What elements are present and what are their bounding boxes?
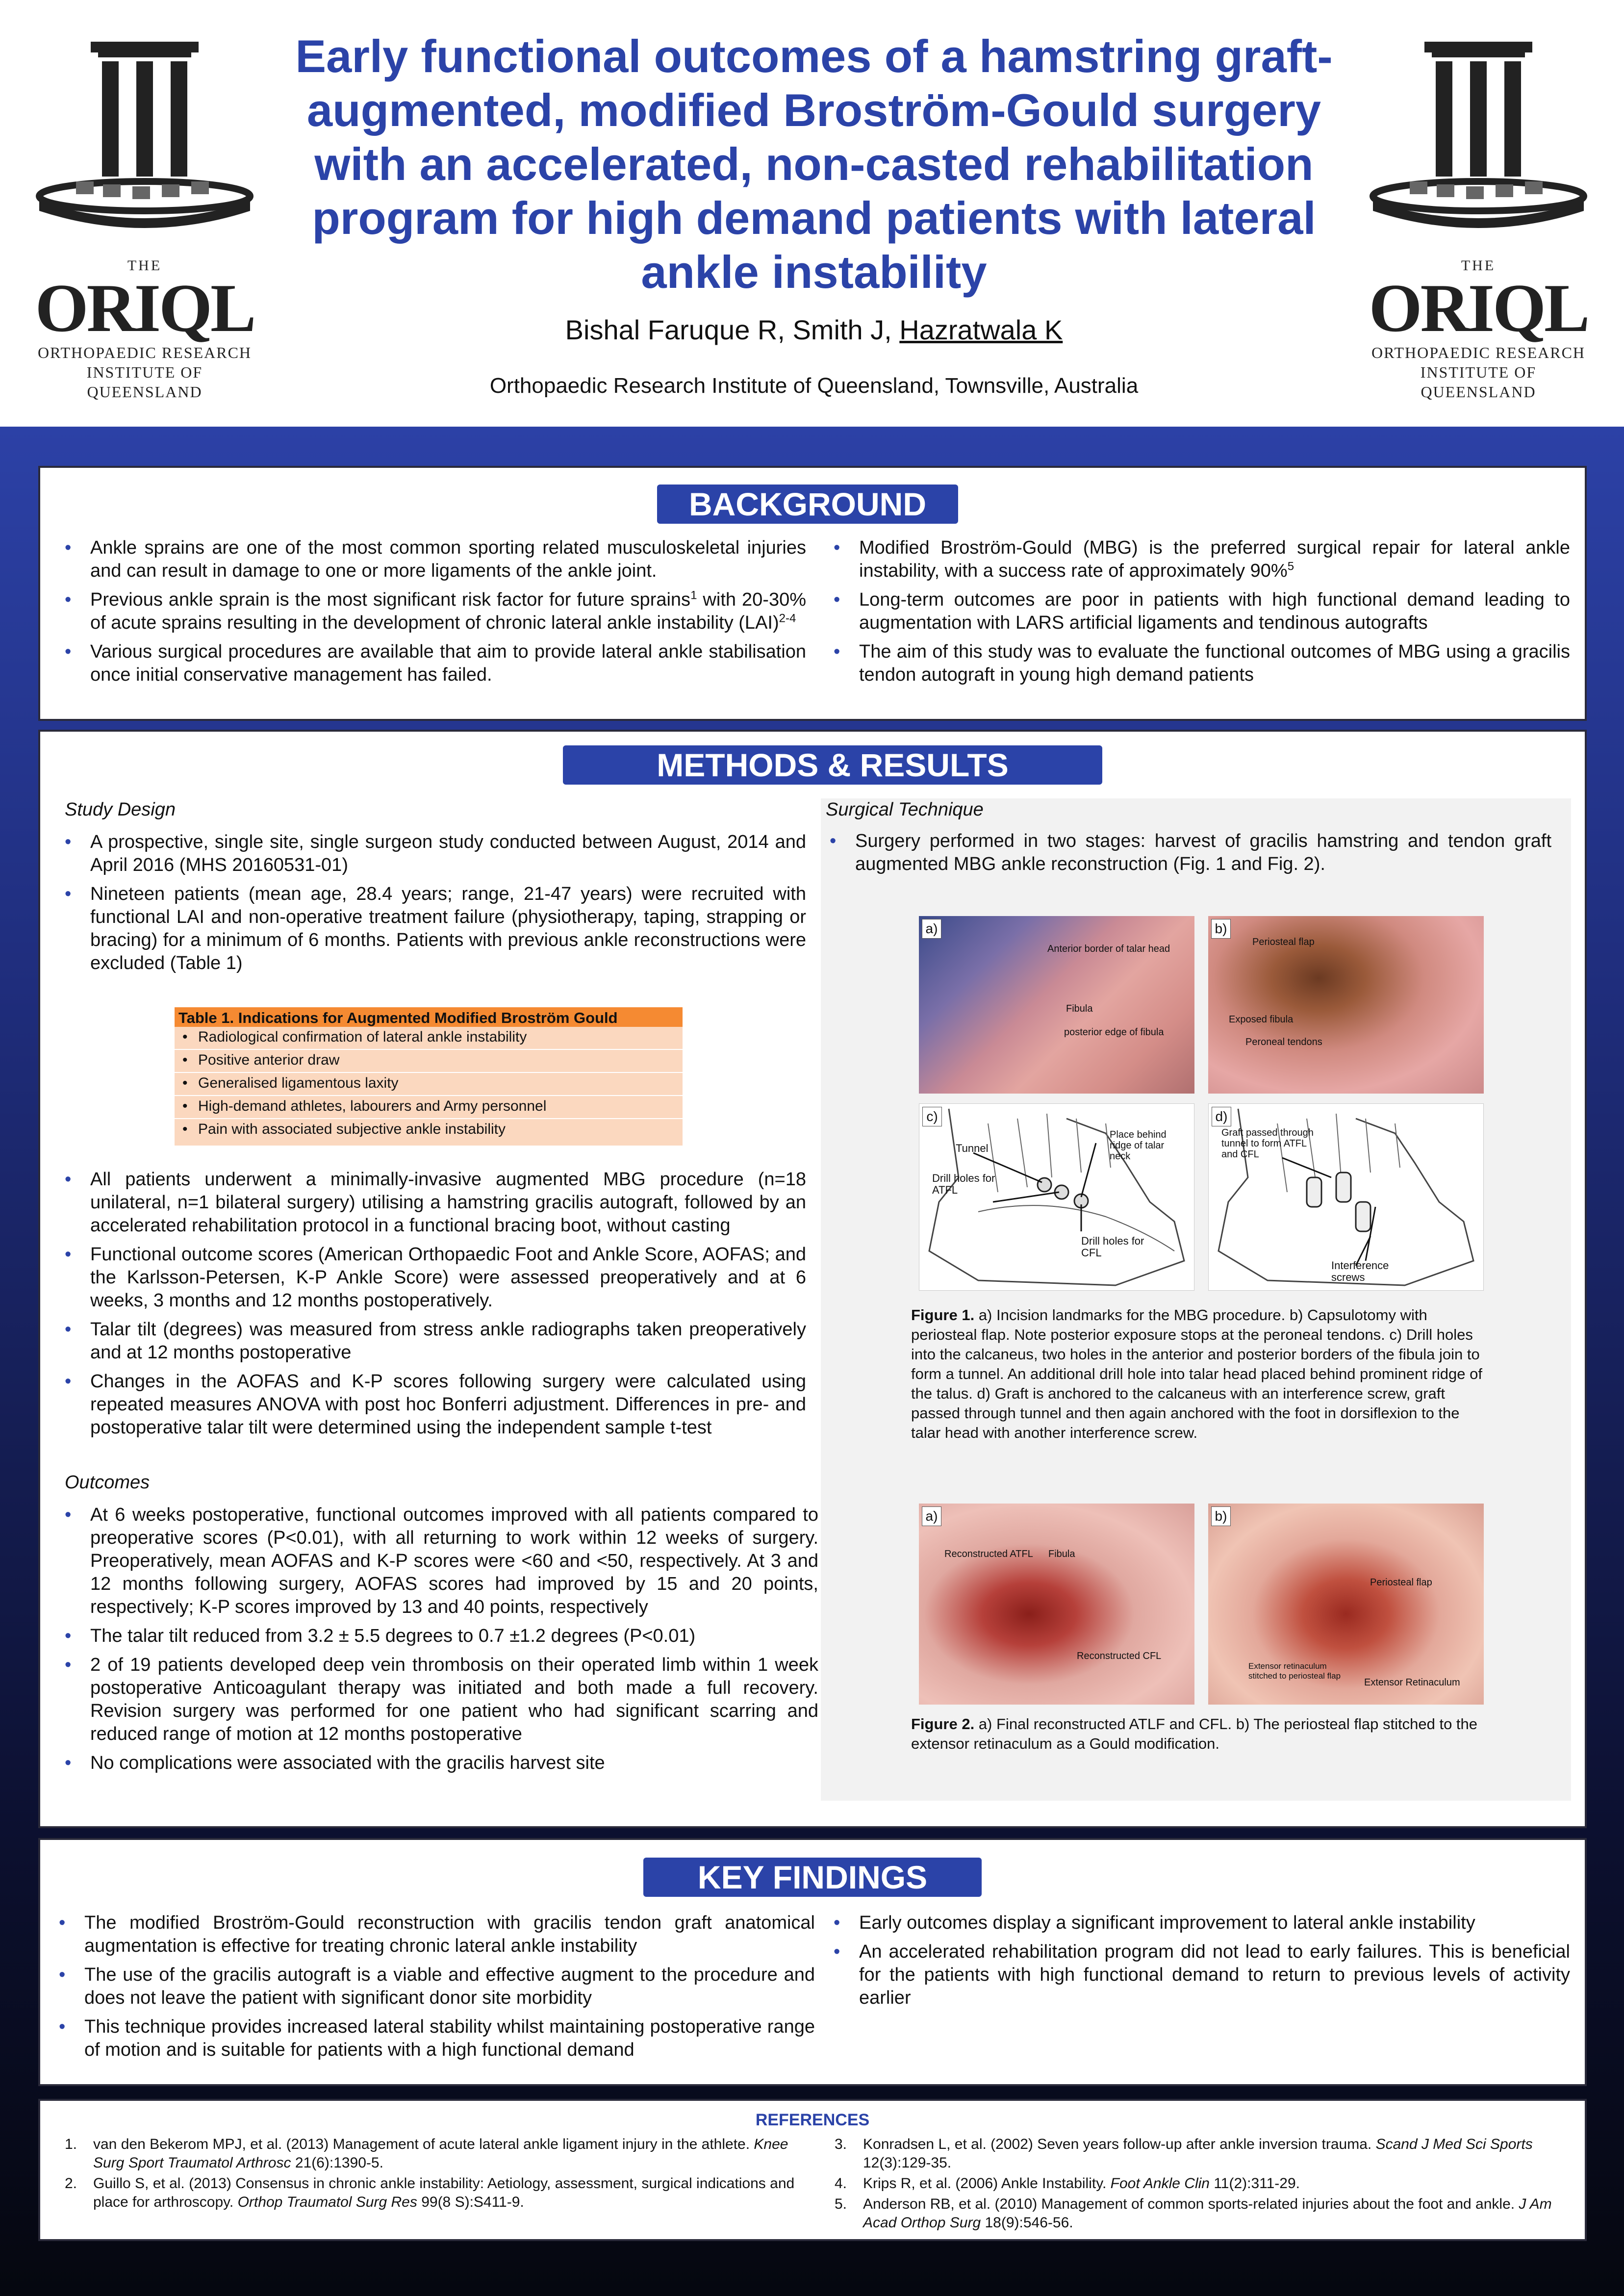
logo-line1: ORTHOPAEDIC RESEARCH bbox=[37, 344, 252, 361]
outcomes-heading: Outcomes bbox=[65, 1472, 150, 1493]
list-item: • At 6 weeks postoperative, functional outcomes improved with all patients compared to preoperative scores (P<0.01), with all returning to work within 12 weeks of surgery. Preoperatively, mean AOFAS and K-P scores were <60 and <50, respectively. At 3 and 12 months following surgery, AOFAS scores had improved by 15 and 20 points, respectively; K-P scores improved by 13 and 40 points, respectively bbox=[56, 1504, 818, 1619]
logo-the: THE bbox=[1461, 257, 1496, 274]
table-row: • Radiological confirmation of lateral ankle instability bbox=[175, 1027, 683, 1050]
fig1-panel-d: d) Graft passed through tunnel to form ATFL and CFL Interference screws bbox=[1208, 1103, 1484, 1291]
references-panel bbox=[38, 2099, 1587, 2241]
list-item: • Modified Broström-Gould (MBG) is the preferred surgical repair for lateral ankle instability, with a success rate of approximately 90%$^5$ bbox=[825, 536, 1570, 583]
authors-plain: Bishal Faruque R, Smith J, bbox=[565, 314, 900, 345]
list-item: • An accelerated rehabilitation program did not lead to early failures. This is beneficial for the patients with high functional demand to return to previous levels of activity earlier bbox=[825, 1940, 1570, 2010]
list-item: • No complications were associated with the gracilis harvest site bbox=[56, 1752, 818, 1775]
affiliation: Orthopaedic Research Institute of Queensland, Townsville, Australia bbox=[489, 374, 1139, 398]
reference-item: 5. Anderson RB, et al. (2010) Management of common sports-related injuries about the foot and ankle. J Am Acad Orthop Surg 18(9):546-56. bbox=[835, 2196, 1552, 2231]
list-item: • Early outcomes display a significant improvement to lateral ankle instability bbox=[825, 1912, 1570, 1935]
logo-the: THE bbox=[127, 257, 162, 274]
key-findings-heading: KEY FINDINGS bbox=[643, 1858, 982, 1897]
background-right-list bbox=[825, 536, 1570, 692]
logo-name: ORIQL bbox=[1369, 270, 1588, 346]
surgical-technique-box bbox=[821, 798, 1571, 1801]
authors bbox=[275, 314, 1353, 346]
fig2-panel-a: a) Reconstructed ATFL Fibula Reconstructed CFL bbox=[919, 1504, 1194, 1705]
fig1-panel-b: b) Periosteal flap Exposed fibula Peroneal tendons bbox=[1208, 916, 1484, 1094]
background-heading: BACKGROUND bbox=[657, 485, 958, 524]
list-item: • Long-term outcomes are poor in patients with high functional demand leading to augmentation with LARS artificial ligaments and tendinous autografts bbox=[825, 588, 1570, 635]
background-left-list bbox=[56, 536, 806, 692]
reference-item: 4. Krips R, et al. (2006) Ankle Instability. Foot Ankle Clin 11(2):311-29. bbox=[835, 2175, 1300, 2192]
background-panel bbox=[38, 466, 1587, 721]
references-heading: REFERENCES bbox=[755, 2111, 870, 2129]
list-item: • The use of the gracilis autograft is a viable and effective augment to the procedure and does not leave the patient with significant donor site morbidity bbox=[50, 1964, 815, 2010]
list-item: • Nineteen patients (mean age, 28.4 years; range, 21-47 years) were recruited with functional LAI and non-operative treatment failure (physiotherapy, taping, strapping or bracing) for a minimum of 6 months. Patients with previous ankle reconstructions were excluded (Table 1) bbox=[56, 883, 806, 975]
fig1-panel-c: c) Tunnel Place behind ridge of talar neck Drill holes for ATFL Drill holes for CFL bbox=[919, 1103, 1194, 1291]
key-findings-panel bbox=[38, 1838, 1587, 2086]
logo-line1: ORTHOPAEDIC RESEARCH bbox=[1371, 344, 1586, 361]
methods-panel bbox=[38, 730, 1587, 1828]
references-left bbox=[65, 2135, 800, 2214]
procedure-list bbox=[56, 1168, 806, 1445]
surgical-heading: Surgical Technique bbox=[826, 799, 984, 820]
list-item: • The aim of this study was to evaluate the functional outcomes of MBG using a gracilis tendon autograft in young high demand patients bbox=[825, 640, 1570, 687]
methods-heading: METHODS & RESULTS bbox=[563, 745, 1102, 785]
list-item: • Talar tilt (degrees) was measured from stress ankle radiographs taken preoperatively and at 12 months postoperative bbox=[56, 1318, 806, 1364]
key-findings-left-list bbox=[50, 1912, 815, 2067]
table-row: • Pain with associated subjective ankle instability bbox=[175, 1119, 683, 1142]
table-row: • Positive anterior draw bbox=[175, 1050, 683, 1073]
columns-temple-icon bbox=[29, 39, 260, 230]
table-row: • Generalised ligamentous laxity bbox=[175, 1073, 683, 1096]
figure2-caption: Figure 2. a) Final reconstructed ATLF and CFL. b) The periosteal flap stitched to the extensor retinaculum as a Gould modification. bbox=[911, 1715, 1478, 1752]
list-item: • Functional outcome scores (American Orthopaedic Foot and Ankle Score, AOFAS; and the Karlsson-Petersen, K-P Ankle Score) were assessed preoperatively and at 6 weeks, 3 months and 12 months postoperatively. bbox=[56, 1243, 806, 1312]
table-row: • High-demand athletes, labourers and Army personnel bbox=[175, 1096, 683, 1119]
logo-line2: INSTITUTE OF QUEENSLAND bbox=[86, 363, 203, 401]
figure1-caption: Figure 1. a) Incision landmarks for the MBG procedure. b) Capsulotomy with periosteal flap. Note posterior exposure stops at the peroneal tendons. c) Drill holes into the calcaneus, two holes in the anterior and posterior borders of the fibula join to form a tunnel. An additional drill hole into talar head placed behind prominent ridge of the talus. d) Graft is anchored to the calcaneus with an interference screw, graft passed through tunnel and then again anchored with the foot in dorsiflexion to the talar head with another interference screw. bbox=[911, 1306, 1482, 1441]
table1 bbox=[175, 1007, 683, 1146]
poster-header bbox=[0, 0, 1624, 427]
oriql-logo-right bbox=[1363, 39, 1594, 401]
list-item: • All patients underwent a minimally-invasive augmented MBG procedure (n=18 unilateral, n=1 bilateral surgery) utilising a hamstring gracilis autograft, followed by an accelerated rehabilitation protocol in a functional bracing boot, without casting bbox=[56, 1168, 806, 1237]
study-design-list bbox=[56, 831, 806, 981]
logo-line2: INSTITUTE OF QUEENSLAND bbox=[1420, 363, 1537, 401]
logo-name: ORIQL bbox=[35, 270, 254, 346]
list-item: • Surgery performed in two stages: harvest of gracilis hamstring and tendon graft augmented MBG ankle reconstruction (Fig. 1 and Fig. 2). bbox=[821, 830, 1551, 876]
list-item: • A prospective, single site, single surgeon study conducted between August, 2014 and April 2016 (MHS 20160531-01) bbox=[56, 831, 806, 877]
table1-title: Table 1. Indications for Augmented Modified Broström Gould bbox=[175, 1007, 683, 1027]
study-design-heading: Study Design bbox=[65, 799, 176, 820]
list-item: • Previous ankle sprain is the most significant risk factor for future sprains$^1$ with 20-30% of acute sprains resulting in the development of chronic lateral ankle instability (LAI)$^{2-4}$ bbox=[56, 588, 806, 635]
columns-temple-icon bbox=[1363, 39, 1594, 230]
reference-item: 1. van den Bekerom MPJ, et al. (2013) Management of acute lateral ankle ligament injury in the athlete. Knee Surg Sport Traumatol Arthrosc 21(6):1390-5. bbox=[65, 2136, 788, 2171]
fig2-panel-b: b) Periosteal flap Extensor retinaculum stitched to periosteal flap Extensor Retinaculum bbox=[1208, 1504, 1484, 1705]
list-item: • 2 of 19 patients developed deep vein thrombosis on their operated limb within 1 week postoperative Anticoagulant therapy was initiated and both made a full recovery. Revision surgery was performed for one patient who had significant scarring and reduced range of motion at 12 months postoperative bbox=[56, 1654, 818, 1746]
list-item: • This technique provides increased lateral stability whilst maintaining postoperative range of motion and is suitable for patients with a high functional demand bbox=[50, 2015, 815, 2062]
key-findings-right-list bbox=[825, 1912, 1570, 2015]
outcomes-list bbox=[56, 1504, 818, 1781]
list-item: • Changes in the AOFAS and K-P scores following surgery were calculated using repeated measures ANOVA with post hoc Bonferri adjustment. Differences in pre- and postoperative talar tilt were determined using the independent sample t-test bbox=[56, 1370, 806, 1439]
list-item: • Ankle sprains are one of the most common sporting related musculoskeletal injuries and can result in damage to one or more ligaments of the ankle joint. bbox=[56, 536, 806, 583]
reference-item: 3. Konradsen L, et al. (2002) Seven years follow-up after ankle inversion trauma. Scand J Med Sci Sports 12(3):129-35. bbox=[835, 2136, 1533, 2171]
list-item: • The modified Broström-Gould reconstruction with gracilis tendon graft anatomical augmentation is effective for treating chronic lateral ankle instability bbox=[50, 1912, 815, 1958]
authors-underlined: Hazratwala K bbox=[899, 314, 1063, 345]
poster-title: Early functional outcomes of a hamstring graft-augmented, modified Broström-Gould surgery with an accelerated, non-casted rehabilitation program for high demand patients with lateral ankle instability bbox=[295, 30, 1333, 298]
list-item: • The talar tilt reduced from 3.2 ± 5.5 degrees to 0.7 ±1.2 degrees (P<0.01) bbox=[56, 1625, 818, 1648]
reference-item: 2. Guillo S, et al. (2013) Consensus in chronic ankle instability: Aetiology, assessment, surgical indications and place for arthroscopy. Orthop Traumatol Surg Res 99(8 S):S411-9. bbox=[65, 2175, 795, 2210]
oriql-logo-left bbox=[29, 39, 260, 401]
references-right bbox=[835, 2135, 1570, 2234]
surgical-list bbox=[821, 830, 1551, 882]
fig1-panel-a: a) Anterior border of talar head Fibula posterior edge of fibula bbox=[919, 916, 1194, 1094]
list-item: • Various surgical procedures are available that aim to provide lateral ankle stabilisation once initial conservative management has failed. bbox=[56, 640, 806, 687]
